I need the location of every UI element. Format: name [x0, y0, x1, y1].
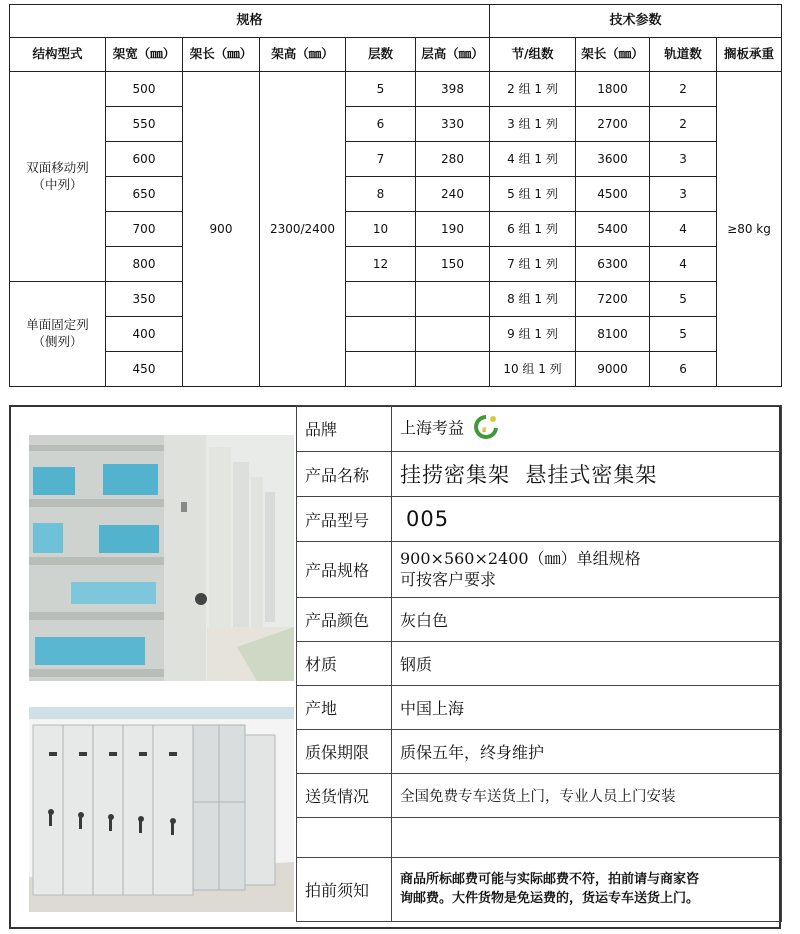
value-size: 900×560×2400（㎜）单组规格	[400, 548, 641, 568]
value-warranty: 质保五年，终身维护	[392, 730, 782, 774]
label-size: 产品规格	[297, 542, 392, 598]
value-notice-line: 商品所标邮费可能与实际邮费不符，拍前请与商家咨	[400, 871, 700, 887]
value-notice-cell	[392, 858, 782, 922]
cell-layer-height	[416, 352, 490, 387]
group-header-tech: 技术参数	[490, 5, 782, 38]
column-header: 搁板承重	[717, 38, 782, 72]
column-header: 轨道数	[650, 38, 717, 72]
table-row	[10, 177, 782, 212]
cell-width: 650	[106, 177, 183, 212]
cell-groups: 8 组 1 列	[490, 282, 576, 317]
svg-text:♛: ♛	[481, 425, 488, 434]
cell-layers: 5	[346, 72, 416, 107]
value-model: 005	[392, 497, 782, 542]
cell-layer-height: 150	[416, 247, 490, 282]
label-brand: 品牌	[297, 406, 392, 452]
label-product-name: 产品名称	[297, 452, 392, 497]
product-attribute-table	[296, 405, 782, 922]
cell-tracks: 3	[650, 177, 717, 212]
cell-tracks: 2	[650, 72, 717, 107]
cell-load: ≥80 kg	[717, 72, 782, 387]
cell-groups: 6 组 1 列	[490, 212, 576, 247]
label-model: 产品型号	[297, 497, 392, 542]
column-header: 架宽（㎜）	[106, 38, 183, 72]
cell-layer-height	[416, 282, 490, 317]
column-header: 节/组数	[490, 38, 576, 72]
product-info-panel	[9, 405, 781, 929]
cell-layer-height: 398	[416, 72, 490, 107]
cell-layer-height: 330	[416, 107, 490, 142]
spec-table	[9, 4, 782, 387]
structure-type-double: 双面移动列 （中列）	[10, 72, 106, 282]
cell-width: 800	[106, 247, 183, 282]
product-photo-shelves-closeup	[29, 435, 294, 681]
cell-width: 500	[106, 72, 183, 107]
cell-width: 600	[106, 142, 183, 177]
cell-total-length: 2700	[576, 107, 650, 142]
cell-layer-height: 280	[416, 142, 490, 177]
label-delivery: 送货情况	[297, 774, 392, 818]
cell-width: 350	[106, 282, 183, 317]
value-product-name: 挂捞密集架 悬挂式密集架	[392, 452, 782, 497]
column-header: 架长（㎜）	[576, 38, 650, 72]
cell-groups: 5 组 1 列	[490, 177, 576, 212]
cell-tracks: 5	[650, 282, 717, 317]
column-header: 层高（㎜）	[416, 38, 490, 72]
cell-tracks: 3	[650, 142, 717, 177]
cell-groups: 7 组 1 列	[490, 247, 576, 282]
cell-total-length: 8100	[576, 317, 650, 352]
cell-total-length: 6300	[576, 247, 650, 282]
brand-logo-icon	[473, 414, 499, 444]
cell-total-length: 1800	[576, 72, 650, 107]
cell-groups: 10 组 1 列	[490, 352, 576, 387]
column-header: 层数	[346, 38, 416, 72]
structure-type-single: 单面固定列 （侧列）	[10, 282, 106, 387]
cell-layers: 12	[346, 247, 416, 282]
cell-layer-height: 190	[416, 212, 490, 247]
cell-tracks: 6	[650, 352, 717, 387]
cell-layers	[346, 282, 416, 317]
value-size-cell	[392, 542, 782, 598]
product-photo-shelving-units	[29, 707, 294, 912]
cell-groups: 2 组 1 列	[490, 72, 576, 107]
table-row	[10, 282, 782, 317]
cell-layer-height	[416, 317, 490, 352]
cell-total-length: 3600	[576, 142, 650, 177]
cell-layer-height: 240	[416, 177, 490, 212]
label-origin: 产地	[297, 686, 392, 730]
label-warranty: 质保期限	[297, 730, 392, 774]
table-row	[10, 247, 782, 282]
value-size-note: 可按客户要求	[400, 569, 497, 589]
cell-length: 900	[183, 72, 260, 387]
cell-width: 450	[106, 352, 183, 387]
cell-total-length: 4500	[576, 177, 650, 212]
cell-width: 400	[106, 317, 183, 352]
cell-groups: 3 组 1 列	[490, 107, 576, 142]
empty-value-cell	[392, 818, 782, 858]
product-photos	[11, 407, 296, 927]
table-row	[10, 317, 782, 352]
label-notice: 拍前须知	[297, 858, 392, 922]
cell-layers: 10	[346, 212, 416, 247]
table-row	[10, 72, 782, 107]
empty-label-cell	[297, 818, 392, 858]
cell-groups: 9 组 1 列	[490, 317, 576, 352]
cell-layers: 8	[346, 177, 416, 212]
table-row	[10, 107, 782, 142]
group-header-spec: 规格	[10, 5, 490, 38]
value-color: 灰白色	[392, 598, 782, 642]
value-delivery: 全国免费专车送货上门，专业人员上门安装	[392, 774, 782, 818]
cell-layers: 7	[346, 142, 416, 177]
cell-tracks: 5	[650, 317, 717, 352]
cell-total-length: 9000	[576, 352, 650, 387]
label-material: 材质	[297, 642, 392, 686]
cell-tracks: 4	[650, 212, 717, 247]
value-brand-cell	[392, 406, 782, 452]
column-header: 架高（㎜）	[260, 38, 346, 72]
value-material: 钢质	[392, 642, 782, 686]
label-color: 产品颜色	[297, 598, 392, 642]
cell-layers	[346, 352, 416, 387]
column-header-row	[10, 38, 782, 72]
cell-total-length: 5400	[576, 212, 650, 247]
table-row	[10, 352, 782, 387]
cell-height: 2300/2400	[260, 72, 346, 387]
value-origin: 中国上海	[392, 686, 782, 730]
cell-total-length: 7200	[576, 282, 650, 317]
cell-tracks: 4	[650, 247, 717, 282]
column-header: 架长（㎜）	[183, 38, 260, 72]
cell-width: 550	[106, 107, 183, 142]
column-header: 结构型式	[10, 38, 106, 72]
cell-layers: 6	[346, 107, 416, 142]
cell-groups: 4 组 1 列	[490, 142, 576, 177]
value-brand: 上海考益	[400, 418, 465, 437]
cell-layers	[346, 317, 416, 352]
table-row	[10, 212, 782, 247]
value-notice-line: 询邮费。大件货物是免运费的，货运专车送货上门。	[400, 890, 700, 906]
table-row	[10, 142, 782, 177]
cell-tracks: 2	[650, 107, 717, 142]
cell-width: 700	[106, 212, 183, 247]
